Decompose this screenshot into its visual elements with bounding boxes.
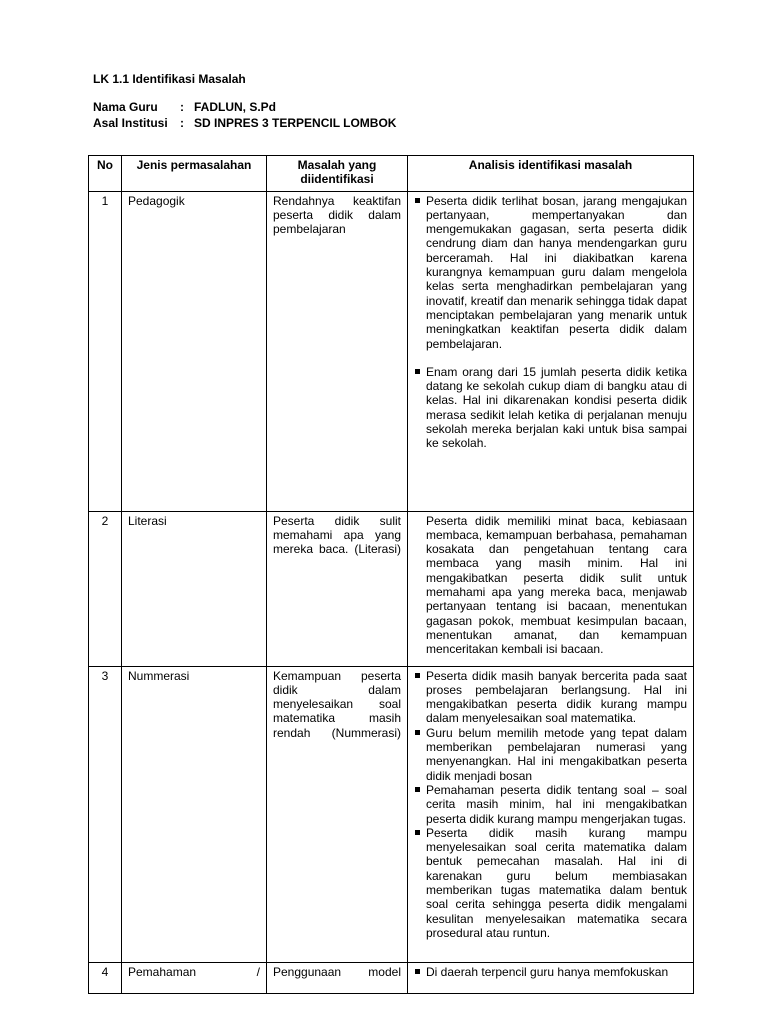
analysis-paragraph: Peserta didik memiliki minat baca, kebiasaan membaca, kemampuan berbahasa, pemahaman kosakata dan pengetahuan tentang cara membaca yang masih minim. Hal ini mengakibatkan peserta didik sulit untuk memahami apa yang mereka baca, menjawab pertanyaan tentang isi bacaan, menentukan gagasan pokok, membuat kesimpulan bacaan, menentukan amanat, dan kemampuan menceritakan kembali isi bacaan. [426, 513, 687, 657]
header-jenis: Jenis permasalahan [122, 156, 267, 192]
analysis-list [414, 194, 687, 451]
list-item: Peserta didik terlihat bosan, jarang mengajukan pertanyaan, mempertanyakan dan mengemukakan gagasan, serta peserta didik cendrung diam dan hanya mendengarkan guru berceramah. Hal ini diakibatkan karena kurangnya kemampuan guru dalam mengelola kelas serta menghadirkan pembelajaran yang inovatif, kreatif dan menarik sehingga tidak dapat menciptakan pembelajaran yang menarik untuk meningkatkan keaktifan peserta didik dalam pembelajaran. [414, 194, 687, 351]
header-analisis: Analisis identifikasi masalah [408, 156, 694, 192]
row-number: 2 [89, 511, 122, 666]
row-masalah: Penggunaan model [267, 962, 408, 994]
row-jenis: Nummerasi [122, 666, 267, 962]
row-analisis [408, 666, 694, 962]
row-masalah: Peserta didik sulit memahami apa yang mereka baca. (Literasi) [267, 511, 408, 666]
row-masalah: Rendahnya keaktifan peserta didik dalam pembelajaran [267, 191, 408, 511]
header-no: No [89, 156, 122, 192]
list-item: Peserta didik masih banyak bercerita pada saat proses pembelajaran berlangsung. Hal ini mengakibatkan peserta didik kurang mampu dalam menyelesaikan soal matematika. [414, 669, 687, 726]
list-item: Enam orang dari 15 jumlah peserta didik ketika datang ke sekolah cukup diam di bangku atau di kelas. Hal ini dikarenakan kondisi peserta didik merasa sedikit lelah ketika di perjalanan menuju sekolah mereka berjalan kaki untuk bisa sampai ke sekolah. [414, 365, 687, 451]
row-number: 1 [89, 191, 122, 511]
row-masalah: Kemampuan peserta didik dalam menyelesaikan soal matematika masih rendah (Nummerasi) [267, 666, 408, 962]
table-header-row [89, 156, 694, 192]
row-jenis: Literasi [122, 511, 267, 666]
table-row [89, 511, 694, 666]
row-jenis: Pemahaman / [122, 962, 267, 994]
institution-label: Asal Institusi [93, 116, 168, 130]
document-title: LK 1.1 Identifikasi Masalah [93, 72, 246, 86]
colon: : [180, 100, 184, 114]
row-number: 3 [89, 666, 122, 962]
row-jenis: Pedagogik [122, 191, 267, 511]
row-analisis [408, 511, 694, 666]
row-analisis [408, 191, 694, 511]
colon: : [180, 116, 184, 130]
teacher-name-label: Nama Guru [93, 100, 158, 114]
table-row [89, 191, 694, 511]
institution-value: SD INPRES 3 TERPENCIL LOMBOK [194, 116, 397, 130]
analysis-list [414, 965, 687, 979]
list-item: Peserta didik masih kurang mampu menyelesaikan soal cerita matematika dalam bentuk pemecahan masalah. Hal ini di karenakan guru belum membiasakan memberikan tugas matematika dalam bentuk soal cerita sehingga peserta didik mengalami kesulitan menyelesaikan matematika secara prosedural atau runtun. [414, 826, 687, 940]
row-analisis [408, 962, 694, 994]
list-item: Guru belum memilih metode yang tepat dalam memberikan pembelajaran numerasi yang menyenangkan. Hal ini mengakibatkan peserta didik menjadi bosan [414, 726, 687, 783]
table-row [89, 666, 694, 962]
row-number: 4 [89, 962, 122, 994]
table-row [89, 962, 694, 994]
teacher-name-value: FADLUN, S.Pd [194, 100, 277, 114]
analysis-list [414, 669, 687, 941]
list-item: Di daerah terpencil guru hanya memfokuskan [414, 965, 687, 979]
header-masalah: Masalah yang diidentifikasi [267, 156, 408, 192]
problem-identification-table [88, 155, 694, 994]
list-item: Pemahaman peserta didik tentang soal – soal cerita masih minim, hal ini mengakibatkan peserta didik kurang mampu mengerjakan tugas. [414, 783, 687, 826]
